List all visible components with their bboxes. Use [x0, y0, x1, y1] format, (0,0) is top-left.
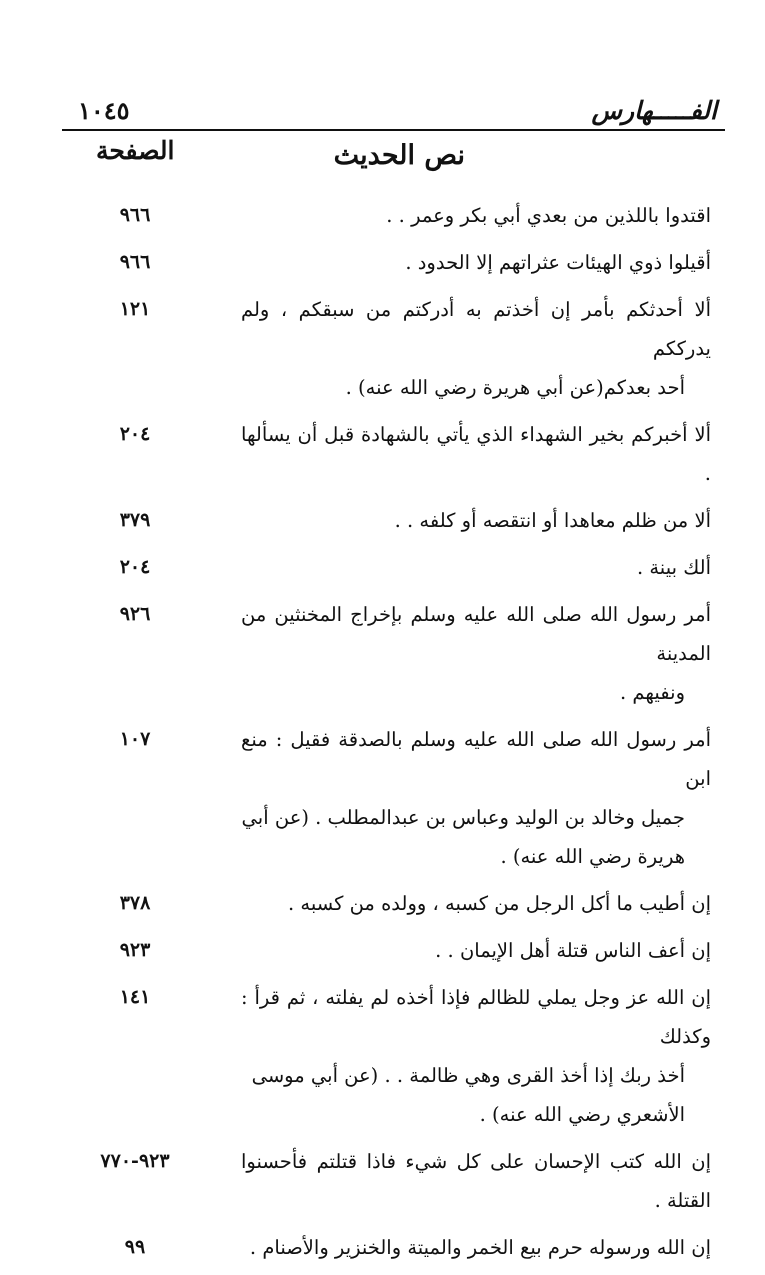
hadith-text — [241, 501, 711, 540]
hadith-text — [241, 595, 711, 712]
index-entry — [0, 720, 765, 876]
hadith-text-line: إن الله كتب الإحسان على كل شيء فاذا قتلتم فأحسنوا القتلة . — [241, 1150, 711, 1212]
hadith-text — [241, 720, 711, 876]
index-entry — [0, 931, 765, 970]
hadith-text-line: أقيلوا ذوي الهيئات عثراتهم إلا الحدود . — [405, 251, 711, 274]
hadith-text-line: إن الله ورسوله حرم بيع الخمر والميتة والخنزير والأصنام . — [249, 1236, 711, 1259]
page-reference: ٩٢٦ — [119, 603, 151, 625]
page-reference: ٩٢٣ — [119, 939, 151, 961]
hadith-text-line: ألا أخبركم بخير الشهداء الذي يأتي بالشهادة قبل أن يسألها . — [241, 423, 711, 485]
hadith-text — [241, 548, 711, 587]
index-entry — [0, 595, 765, 712]
index-entry — [0, 243, 765, 282]
column-header-page: الصفحة — [96, 136, 175, 165]
column-header-hadith-text: نص الحديث — [333, 140, 465, 171]
hadith-text — [241, 978, 711, 1134]
hadith-text — [241, 1228, 711, 1267]
hadith-text-line: جميل وخالد بن الوليد وعباس بن عبدالمطلب . (عن أبي — [241, 806, 685, 829]
hadith-text — [241, 415, 711, 493]
hadith-text — [241, 243, 711, 282]
index-entry — [0, 1142, 765, 1220]
header-rule — [62, 129, 725, 131]
page-reference: ٩٦٦ — [119, 204, 151, 226]
index-entry — [0, 196, 765, 235]
index-entry — [0, 884, 765, 923]
running-title: الفـــــهارس — [591, 96, 717, 125]
hadith-text — [241, 884, 711, 923]
page-reference: ٢٠٤ — [119, 423, 151, 445]
index-entry — [0, 501, 765, 540]
index-entry — [0, 290, 765, 407]
page-number: ١٠٤٥ — [78, 96, 130, 125]
page-reference: ٩٢٣-٧٧٠ — [100, 1150, 170, 1172]
page-reference: ١٠٧ — [119, 728, 151, 750]
hadith-text-line: إن الله عز وجل يملي للظالم فإذا أخذه لم يفلته ، ثم قرأ : وكذلك — [241, 986, 711, 1048]
hadith-text-line: اقتدوا باللذين من بعدي أبي بكر وعمر . . — [386, 204, 711, 227]
page-reference: ٣٧٨ — [119, 892, 151, 914]
page-reference: ٩٦٦ — [119, 251, 151, 273]
hadith-text-line: أخذ ربك إذا أخذ القرى وهي ظالمة . . (عن أبي موسى — [251, 1064, 685, 1087]
hadith-text — [241, 931, 711, 970]
hadith-text-line: ألك بينة . — [636, 556, 711, 579]
hadith-text-line: الأشعري رضي الله عنه) . — [479, 1103, 685, 1126]
hadith-text — [241, 196, 711, 235]
hadith-text-line: ألا أحدثكم بأمر إن أخذتم به أدركتم من سبقكم ، ولم يدرككم — [241, 298, 711, 360]
hadith-text-line: هريرة رضي الله عنه) . — [500, 845, 685, 868]
hadith-text-line: إن أعف الناس قتلة أهل الإيمان . . — [435, 939, 711, 962]
index-entry — [0, 548, 765, 587]
hadith-text-line: ألا من ظلم معاهدا أو انتقصه أو كلفه . . — [394, 509, 711, 532]
page-reference: ٢٠٤ — [119, 556, 151, 578]
hadith-text-line: ونفيهم . — [620, 681, 685, 704]
hadith-text-line: أمر رسول الله صلى الله عليه وسلم بإخراج المخنثين من المدينة — [241, 603, 711, 665]
hadith-text — [241, 290, 711, 407]
page-reference: ٣٧٩ — [119, 509, 151, 531]
hadith-text-line: أحد بعدكم(عن أبي هريرة رضي الله عنه) . — [345, 376, 685, 399]
page-reference: ١٤١ — [119, 986, 151, 1008]
hadith-text-line: أمر رسول الله صلى الله عليه وسلم بالصدقة فقيل : منع ابن — [241, 728, 711, 790]
index-entry — [0, 415, 765, 493]
page-reference: ٩٩ — [124, 1236, 146, 1258]
hadith-text — [241, 1142, 711, 1220]
page-reference: ١٢١ — [119, 298, 151, 320]
index-entry — [0, 978, 765, 1134]
hadith-index-list — [0, 196, 765, 1275]
index-entry — [0, 1228, 765, 1267]
hadith-text-line: إن أطيب ما أكل الرجل من كسبه ، وولده من كسبه . — [287, 892, 711, 915]
